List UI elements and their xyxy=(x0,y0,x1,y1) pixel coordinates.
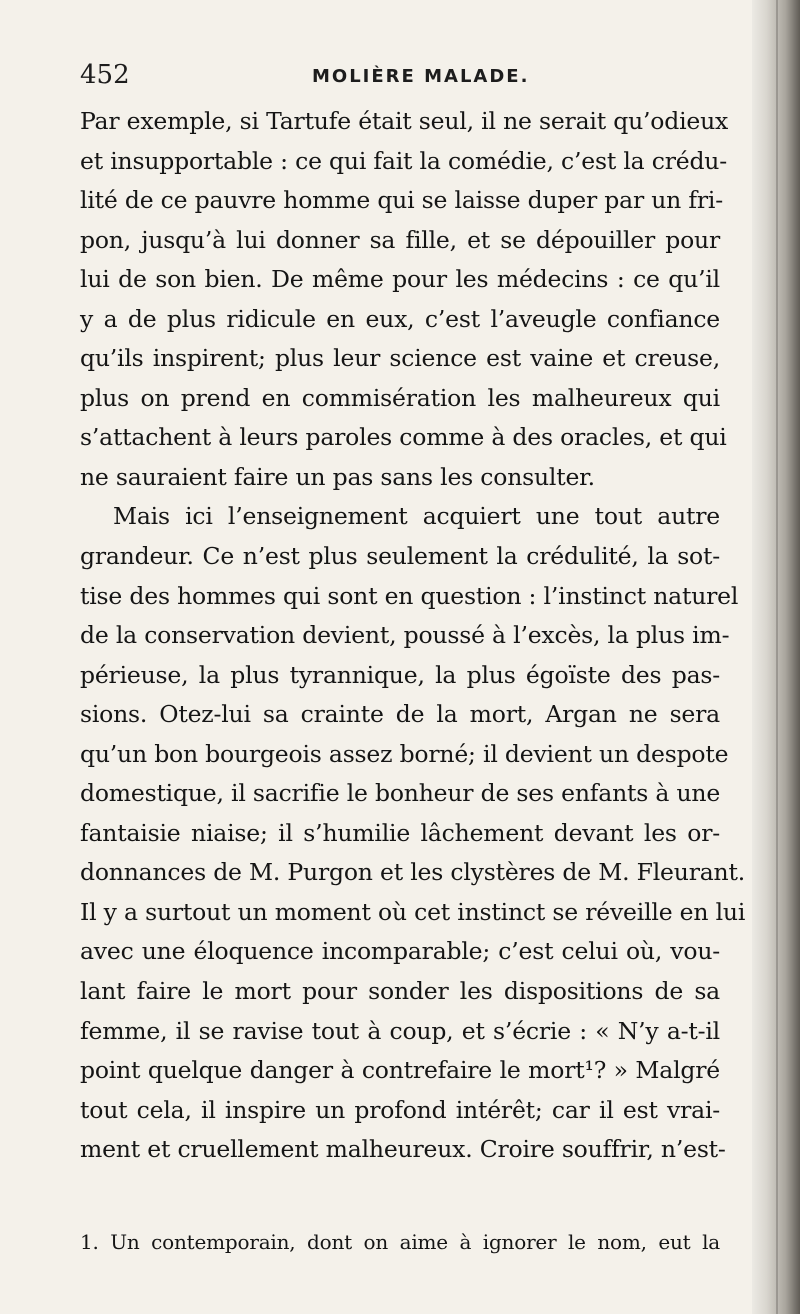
page-number: 452 xyxy=(80,60,130,90)
text-line: sions. Otez-lui sa crainte de la mort, Argan ne sera xyxy=(80,700,720,729)
page-edge-line xyxy=(776,0,778,1314)
text-line: fantaisie niaise; il s’humilie lâchement devant les or- xyxy=(80,818,720,847)
text-line: avec une éloquence incomparable; c’est celui où, vou- xyxy=(80,937,720,966)
text-line: Par exemple, si Tartufe était seul, il ne serait qu’odieux xyxy=(80,107,729,135)
text-line: Mais ici l’enseignement acquiert une tout autre xyxy=(113,502,720,531)
text-line: lité de ce pauvre homme qui se laisse duper par un fri- xyxy=(80,186,723,215)
footnote: 1. Un contemporain, dont on aime à ignorer le nom, eut la xyxy=(80,1230,720,1254)
text-line: point quelque danger à contrefaire le mort¹? » Malgré xyxy=(80,1056,720,1085)
text-line: pon, jusqu’à lui donner sa fille, et se dépouiller pour xyxy=(80,225,720,254)
text-line: qu’un bon bourgeois assez borné; il devient un despote xyxy=(80,739,729,768)
text-line: et insupportable : ce qui fait la comédie, c’est la crédu- xyxy=(80,146,727,175)
running-title: MOLIÈRE MALADE. xyxy=(312,66,530,87)
text-line: périeuse, la plus tyrannique, la plus égoïste des pas- xyxy=(80,660,720,689)
body-text xyxy=(80,102,746,1170)
text-line: Il y a surtout un moment où cet instinct se réveille en lui xyxy=(80,897,746,926)
text-line: tout cela, il inspire un profond intérêt; car il est vrai- xyxy=(80,1095,720,1124)
text-line: grandeur. Ce n’est plus seulement la crédulité, la sot- xyxy=(80,542,720,571)
text-line: ne sauraient faire un pas sans les consulter. xyxy=(80,462,595,491)
text-line: y a de plus ridicule en eux, c’est l’aveugle confiance xyxy=(80,304,720,333)
text-line: lant faire le mort pour sonder les dispositions de sa xyxy=(80,977,720,1006)
page-header xyxy=(80,58,720,98)
text-line: femme, il se ravise tout à coup, et s’écrie : « N’y a-t-il xyxy=(80,1016,720,1045)
text-line: de la conservation devient, poussé à l’excès, la plus im- xyxy=(80,621,730,650)
text-line: qu’ils inspirent; plus leur science est vaine et creuse, xyxy=(80,344,720,373)
text-line: plus on prend en commisération les malheureux qui xyxy=(80,383,720,412)
text-line: ment et cruellement malheureux. Croire souffrir, n’est- xyxy=(80,1135,726,1164)
text-line: donnances de M. Purgon et les clystères de M. Fleurant. xyxy=(80,858,745,887)
text-line: domestique, il sacrifie le bonheur de ses enfants à une xyxy=(80,779,721,808)
text-line: tise des hommes qui sont en question : l’instinct naturel xyxy=(80,581,739,610)
text-line: lui de son bien. De même pour les médecins : ce qu’il xyxy=(80,265,720,294)
text-line: s’attachent à leurs paroles comme à des oracles, et qui xyxy=(80,423,727,452)
